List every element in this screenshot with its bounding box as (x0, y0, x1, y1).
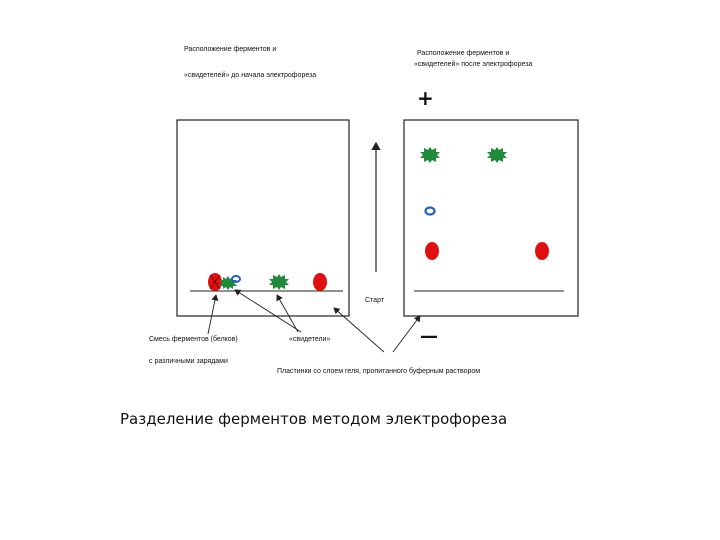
right-witness-spot-2 (487, 147, 507, 163)
left-title-line2: «свидетелей» до начала электрофореза (184, 72, 317, 79)
right-blue-spot (426, 208, 435, 215)
plate-pointer-right (393, 316, 420, 352)
figure-caption: Разделение ферментов методом электрофореза (120, 410, 508, 428)
right-title-line1: Расположение ферментов и (417, 50, 510, 57)
right-title-line2: «свидетелей» после электрофореза (414, 61, 533, 68)
mixture-label-line1: Смесь ферментов (белков) (149, 336, 238, 343)
right-enzyme-spot-1 (425, 242, 439, 260)
plate-pointer-left (334, 308, 384, 352)
mixture-blue-spot (232, 276, 240, 282)
mixture-label-line2: с различными зарядами (149, 358, 228, 365)
witness-pointer-1 (277, 295, 298, 332)
left-witness-spot (269, 274, 289, 290)
right-witness-spot-1 (420, 147, 440, 163)
minus-sign: — (420, 326, 438, 347)
plates-label: Пластинки со слоем геля, пропитанного буферным раствором (277, 368, 481, 375)
witnesses-label: «свидетели» (289, 336, 331, 343)
plus-sign: + (417, 86, 434, 110)
mixture-enzyme-spot (208, 273, 222, 291)
right-enzyme-spot-2 (535, 242, 549, 260)
left-enzyme-spot (313, 273, 327, 291)
mixture-pointer (208, 295, 216, 334)
start-label: Старт (365, 297, 385, 304)
witness-pointer-2 (235, 290, 301, 332)
left-title-line1: Расположение ферментов и (184, 46, 277, 53)
